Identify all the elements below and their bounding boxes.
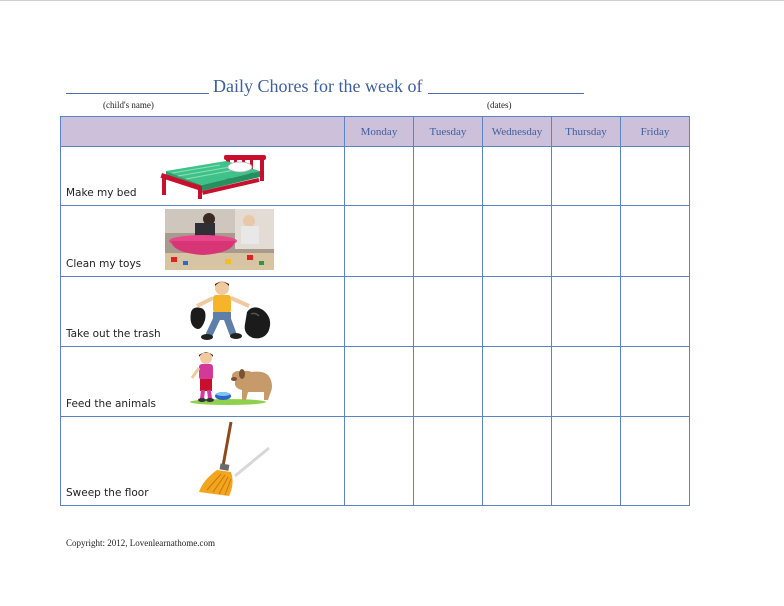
check-cell[interactable]: [345, 206, 414, 277]
check-cell[interactable]: [414, 417, 483, 506]
check-cell[interactable]: [552, 277, 621, 347]
chore-label: Take out the trash: [66, 328, 161, 340]
chore-label: Feed the animals: [66, 398, 157, 410]
check-cell[interactable]: [414, 347, 483, 417]
header-day: Thursday: [552, 117, 621, 147]
trash-boy-icon: [189, 280, 275, 342]
check-cell[interactable]: [621, 277, 690, 347]
check-cell[interactable]: [621, 417, 690, 506]
chore-cell: [61, 417, 345, 506]
check-cell[interactable]: [414, 277, 483, 347]
check-cell[interactable]: [621, 147, 690, 206]
check-cell[interactable]: [345, 347, 414, 417]
copyright-notice: Copyright: 2012, Lovenlearnathome.com: [66, 538, 215, 548]
check-cell[interactable]: [483, 277, 552, 347]
check-cell[interactable]: [552, 347, 621, 417]
check-cell[interactable]: [621, 206, 690, 277]
header-day: Monday: [345, 117, 414, 147]
dates-caption: (dates): [487, 100, 512, 110]
top-rule: [0, 0, 784, 1]
header-row: [61, 117, 690, 147]
check-cell[interactable]: [483, 347, 552, 417]
check-cell[interactable]: [414, 206, 483, 277]
check-cell[interactable]: [483, 147, 552, 206]
header-day: Tuesday: [414, 117, 483, 147]
chore-label: Sweep the floor: [66, 487, 149, 499]
check-cell[interactable]: [552, 206, 621, 277]
child-name-blank[interactable]: [66, 93, 209, 94]
chore-cell: [61, 147, 345, 206]
broom-icon: [195, 420, 271, 500]
check-cell[interactable]: [345, 147, 414, 206]
chore-row: [61, 206, 690, 277]
chore-label: Clean my toys: [66, 258, 142, 270]
check-cell[interactable]: [552, 147, 621, 206]
header-day: Wednesday: [483, 117, 552, 147]
chart-heading: [66, 76, 596, 100]
chore-row: [61, 347, 690, 417]
dates-blank[interactable]: [428, 93, 584, 94]
feeding-dog-icon: [186, 350, 276, 408]
check-cell[interactable]: [414, 147, 483, 206]
cleaning-toys-photo: [165, 209, 274, 270]
chore-cell: [61, 347, 345, 417]
check-cell[interactable]: [552, 417, 621, 506]
child-name-caption: (child's name): [103, 100, 154, 110]
chore-chart: [60, 116, 690, 506]
check-cell[interactable]: [621, 347, 690, 417]
check-cell[interactable]: [345, 277, 414, 347]
page-title: Daily Chores for the week of: [213, 76, 423, 96]
chore-label: Make my bed: [66, 187, 137, 199]
check-cell[interactable]: [483, 206, 552, 277]
chore-row: [61, 147, 690, 206]
check-cell[interactable]: [345, 417, 414, 506]
chore-row: [61, 277, 690, 347]
chore-cell: [61, 206, 345, 277]
header-day: Friday: [621, 117, 690, 147]
header-chore-column: [61, 117, 345, 147]
check-cell[interactable]: [483, 417, 552, 506]
chore-row: [61, 417, 690, 506]
chore-cell: [61, 277, 345, 347]
bed-icon: [160, 151, 268, 199]
